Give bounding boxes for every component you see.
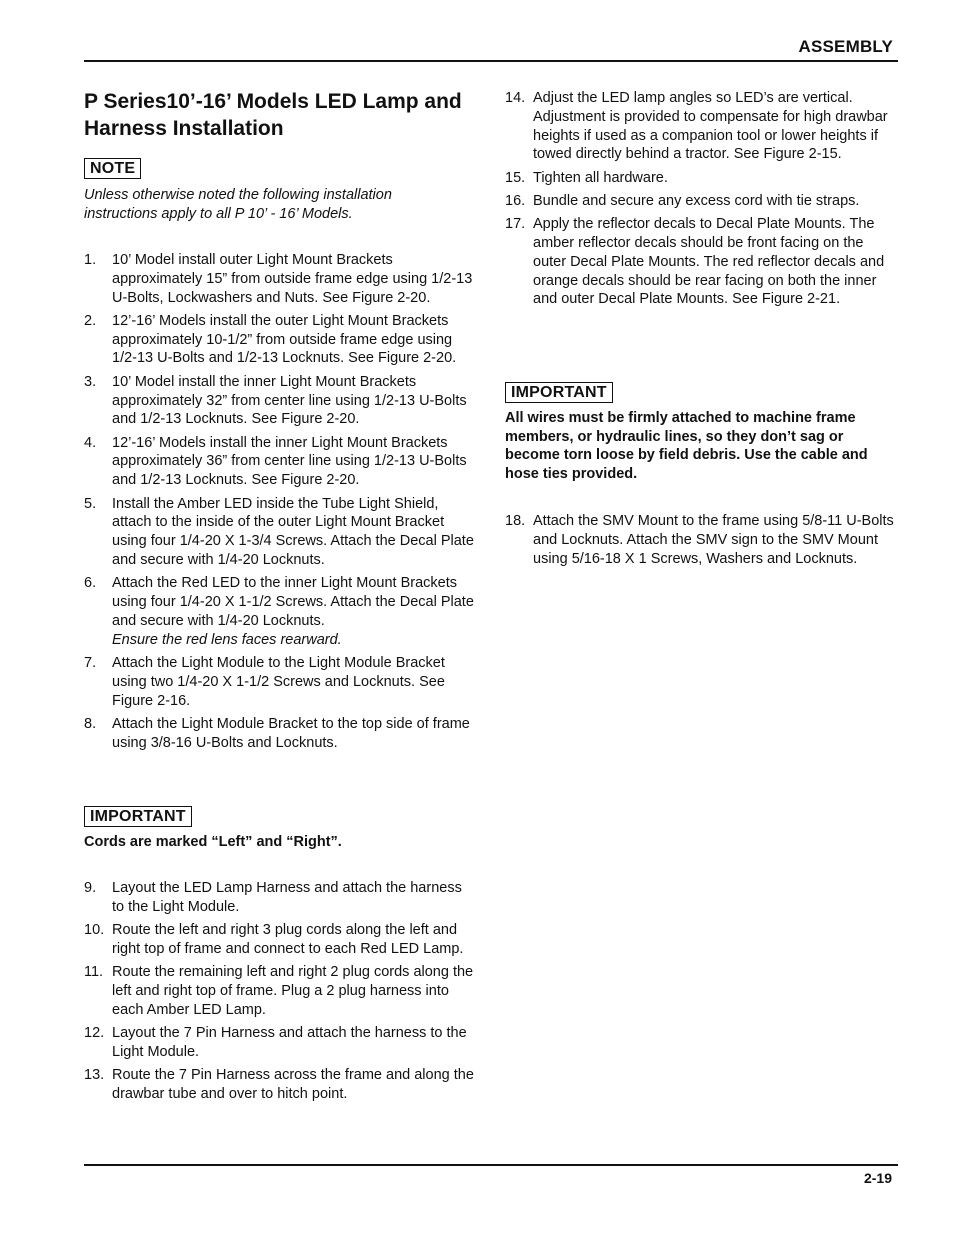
list-item	[84, 251, 476, 307]
list-item	[84, 1024, 476, 1062]
step-text: Tighten all hardware.	[533, 169, 668, 186]
note-label: NOTE	[84, 158, 141, 179]
step-text: 12’-16’ Models install the inner Light Mount Brackets approximately 36” from center line using 1/2-13 U-Bolts and 1/2-13 Locknuts. See Figure 2-20.	[112, 434, 467, 489]
step-number: 14.	[505, 90, 526, 106]
step-number: 6.	[84, 575, 97, 592]
step-text: Attach the Light Module Bracket to the top side of frame using 3/8-16 U-Bolts and Locknuts.	[112, 715, 470, 751]
step-number: 9.	[84, 880, 97, 896]
step-number: 1.	[84, 252, 97, 268]
list-item	[84, 373, 476, 429]
list-item	[84, 495, 476, 570]
step-text: Layout the 7 Pin Harness and attach the harness to the Light Module.	[112, 1025, 467, 1060]
list-item	[505, 215, 898, 309]
note-line-2: instructions apply to all P 10’ - 16’ Models.	[84, 205, 353, 222]
list-item	[84, 312, 476, 368]
step-number: 8.	[84, 715, 97, 732]
list-item	[84, 879, 476, 917]
step-text: 10’ Model install the inner Light Mount Brackets approximately 32” from center line using 1/2-13 U-Bolts and 1/2-13 Locknuts. See Figure 2-20.	[112, 373, 467, 428]
step-emphasis: Ensure the red lens faces rearward.	[112, 631, 342, 648]
list-item	[84, 434, 476, 490]
steps-list-18	[505, 512, 898, 568]
list-item	[505, 169, 898, 188]
step-text: Route the 7 Pin Harness across the frame and along the drawbar tube and over to hitch point.	[112, 1067, 474, 1102]
step-number: 2.	[84, 312, 97, 329]
note-text	[84, 186, 476, 223]
step-text: Attach the SMV Mount to the frame using 5/8-11 U-Bolts and Locknuts. Attach the SMV sign to the SMV Mount using 5/16-18 X 1 Screws, Washers and Locknuts.	[533, 513, 894, 567]
step-number: 3.	[84, 373, 97, 390]
step-text: 10’ Model install outer Light Mount Brackets approximately 15” from outside frame edge using 1/2-13 U-Bolts, Lockwashers and Nuts. See Figure 2-20.	[112, 252, 473, 306]
list-item	[84, 921, 476, 959]
step-number: 15.	[505, 169, 526, 186]
step-number: 13.	[84, 1067, 105, 1084]
step-text: Bundle and secure any excess cord with tie straps.	[533, 192, 860, 209]
list-item	[84, 715, 476, 753]
important-text-2: All wires must be firmly attached to machine frame members, or hydraulic lines, so they don’t sag or become torn loose by field debris. Use the cable and hose ties provided.	[505, 410, 868, 482]
step-text: Attach the Light Module to the Light Module Bracket using two 1/4-20 X 1-1/2 Screws and Locknuts. See Figure 2-16.	[112, 654, 445, 709]
list-item	[505, 89, 898, 164]
list-item	[84, 963, 476, 1019]
section-header: ASSEMBLY	[798, 37, 893, 56]
steps-list-9-13	[84, 879, 476, 1104]
header-rule	[84, 60, 898, 62]
important-label-2: IMPORTANT	[505, 382, 613, 403]
step-number: 12.	[84, 1025, 105, 1042]
important-text: Cords are marked “Left” and “Right”.	[84, 834, 342, 850]
footer-rule	[84, 1164, 898, 1166]
step-text: Adjust the LED lamp angles so LED’s are vertical. Adjustment is provided to compensate for high drawbar heights if used as a companion tool or lower heights if towed directly behind a tractor. See Figure 2-15.	[533, 90, 888, 163]
title-line-1: P Series10’-16’ Models LED Lamp and	[84, 90, 462, 113]
list-item	[84, 1066, 476, 1104]
step-text: Attach the Red LED to the inner Light Mount Brackets using four 1/4-20 X 1-1/2 Screws. Attach the Decal Plate and secure with 1/4-20 Locknuts.	[112, 575, 474, 629]
step-number: 10.	[84, 922, 105, 939]
page-title	[84, 88, 476, 142]
note-line-1: Unless otherwise noted the following installation	[84, 187, 392, 203]
steps-list-14-17	[505, 89, 898, 309]
important-label: IMPORTANT	[84, 806, 192, 827]
list-item	[84, 654, 476, 710]
step-text: Route the remaining left and right 2 plug cords along the left and right top of frame. Plug a 2 plug harness into each Amber LED Lamp.	[112, 964, 474, 1018]
step-text: Install the Amber LED inside the Tube Light Shield, attach to the inside of the outer Light Mount Bracket using four 1/4-20 X 1-3/4 Screws. Attach the Decal Plate and secure with 1/4-20 Locknuts.	[112, 495, 474, 568]
step-text: 12’-16’ Models install the outer Light Mount Brackets approximately 10-1/2” from outside frame edge using 1/2-13 U-Bolts and 1/2-13 Locknuts. See Figure 2-20.	[112, 312, 457, 367]
step-number: 17.	[505, 216, 526, 233]
steps-list-1-8	[84, 251, 476, 752]
step-text: Apply the reflector decals to Decal Plate Mounts. The amber reflector decals should be front facing on the outer Decal Plate Mounts. The red reflector decals and orange decals should be rear facing on both the inner and outer Decal Plate Mounts. See Figure 2-21.	[533, 216, 885, 308]
title-line-2: Harness Installation	[84, 117, 284, 140]
step-number: 5.	[84, 495, 97, 512]
step-number: 18.	[505, 513, 526, 529]
step-text: Layout the LED Lamp Harness and attach the harness to the Light Module.	[112, 880, 462, 915]
list-item	[505, 512, 898, 568]
step-number: 4.	[84, 434, 97, 451]
step-text: Route the left and right 3 plug cords along the left and right top of frame and connect to each Red LED Lamp.	[112, 922, 464, 957]
page-number: 2-19	[863, 1170, 892, 1186]
step-number: 16.	[505, 192, 526, 209]
list-item	[84, 574, 476, 649]
list-item	[505, 192, 898, 211]
step-number: 7.	[84, 654, 97, 671]
step-number: 11.	[84, 964, 104, 981]
